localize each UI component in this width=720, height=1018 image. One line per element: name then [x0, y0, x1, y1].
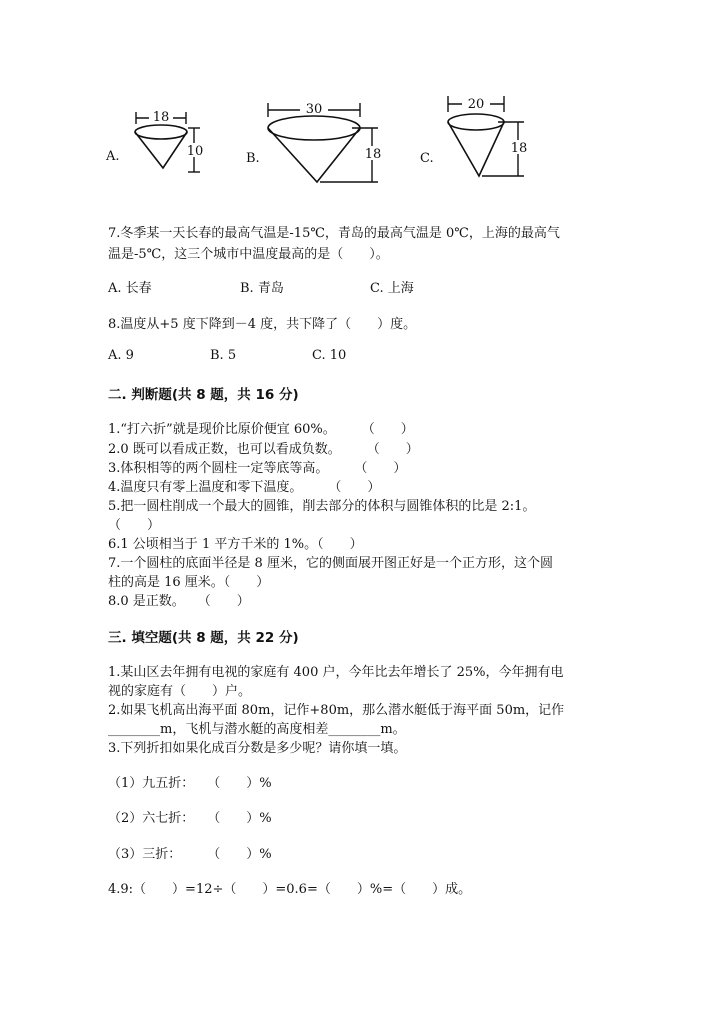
figure-b-diameter: 30 — [305, 102, 323, 117]
section-3-title: 三. 填空题(共 8 题，共 22 分) — [108, 630, 299, 646]
fill-item-3-sub-1: （1）九五折： （ ）% — [108, 776, 272, 791]
judge-item-1: 1.“打六折”就是现价比原价便宜 60%。 （ ） — [108, 422, 414, 437]
fill-item-3: 3.下列折扣如果化成百分数是多少呢？请你填一填。 — [108, 741, 407, 756]
fill-item-3-sub-3: （3）三折： （ ）% — [108, 847, 272, 862]
judge-item-8: 8.0 是正数。 （ ） — [108, 594, 250, 609]
q7-option-c: C. 上海 — [370, 281, 414, 296]
judge-item-5: 5.把一圆柱削成一个最大的圆锥，削去部分的体积与圆锥体积的比是 2:1。 — [108, 499, 536, 514]
judge-item-7-line-1: 7.一个圆柱的底面半径是 8 厘米，它的侧面展开图正好是一个正方形，这个圆 — [108, 556, 553, 571]
fill-item-1-line-2: 视的家庭有（ ）户。 — [108, 684, 252, 699]
q7-line-1: 7.冬季某一天长春的最高气温是-15℃，青岛的最高气温是 0℃，上海的最高气 — [108, 226, 560, 241]
q7-option-b: B. 青岛 — [240, 281, 284, 296]
judge-item-2: 2.0 既可以看成正数，也可以看成负数。 （ ） — [108, 442, 419, 457]
figure-a-height: 10 — [186, 144, 204, 159]
section-2-title: 二. 判断题(共 8 题，共 16 分) — [108, 387, 299, 403]
fill-item-2-line-2: ________m，飞机与潜水艇的高度相差________m。 — [108, 722, 406, 737]
q7-line-2: 温是-5℃，这三个城市中温度最高的是（ ）。 — [108, 247, 389, 262]
figure-c-option-label: C. — [420, 151, 434, 166]
figure-a-diameter: 18 — [152, 110, 170, 125]
q8-option-c: C. 10 — [312, 348, 347, 363]
cone-figure-a — [104, 106, 214, 186]
judge-item-4: 4.温度只有零上温度和零下温度。 （ ） — [108, 480, 381, 495]
fill-item-3-sub-2: （2）六七折： （ ）% — [108, 811, 272, 826]
q7-option-a: A. 长春 — [108, 281, 152, 296]
fill-item-4: 4.9:（ ）=12÷（ ）=0.6=（ ）%=（ ）成。 — [108, 882, 472, 897]
figure-c-diameter: 20 — [467, 97, 485, 112]
judge-item-7-line-2: 柱的高是 16 厘米。（ ） — [108, 575, 270, 590]
fill-item-2-line-1: 2.如果飞机高出海平面 80m，记作+80m，那么潜水艇低于海平面 50m，记作 — [108, 703, 565, 718]
cone-figure-b — [244, 98, 384, 188]
judge-item-5-bracket: （ ） — [108, 518, 161, 533]
figure-a-option-label: A. — [106, 149, 120, 164]
figure-c-height: 18 — [510, 141, 528, 156]
judge-item-6: 6.1 公顷相当于 1 平方千米的 1%。（ ） — [108, 537, 363, 552]
cone-figure-c — [418, 94, 538, 184]
fill-item-1-line-1: 1.某山区去年拥有电视的家庭有 400 户，今年比去年增长了 25%，今年拥有电 — [108, 665, 564, 680]
q8-text: 8.温度从+5 度下降到－4 度，共下降了（ ）度。 — [108, 317, 417, 332]
figure-b-option-label: B. — [246, 151, 260, 166]
q8-option-a: A. 9 — [108, 348, 134, 363]
figure-b-height: 18 — [364, 147, 382, 162]
judge-item-3: 3.体积相等的两个圆柱一定等底等高。 （ ） — [108, 461, 407, 476]
q8-option-b: B. 5 — [210, 348, 237, 363]
